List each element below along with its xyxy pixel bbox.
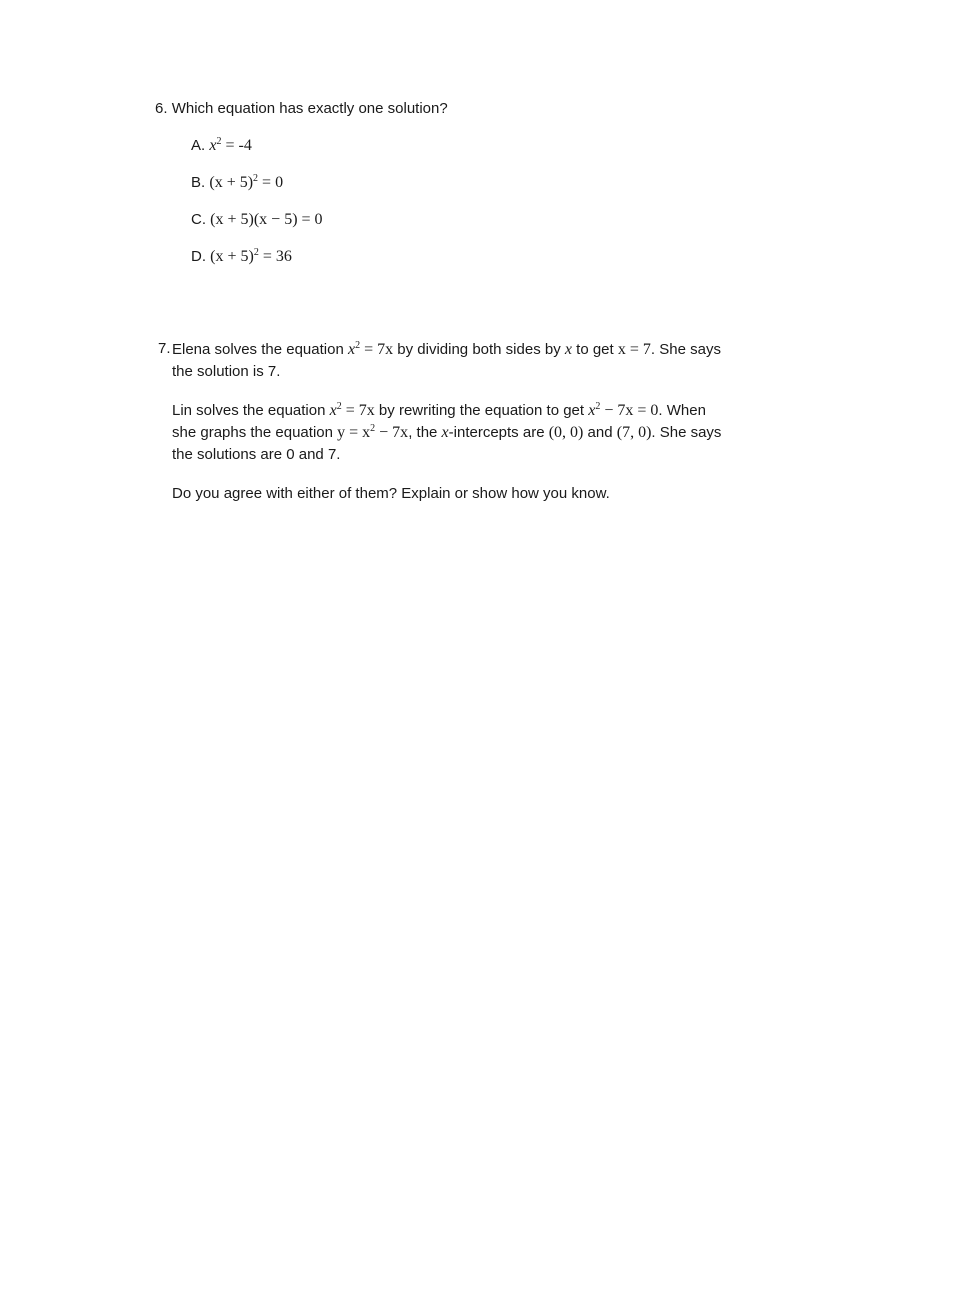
option-b-letter: B. <box>191 174 206 191</box>
lin-line-1: Lin solves the equation $x^2 = 7x$ by rewriting the equation to get $x^2 - 7x = 0$. When <box>172 401 706 419</box>
option-d-letter: D. <box>191 248 206 265</box>
question-7 <box>158 339 798 522</box>
option-c[interactable] <box>191 210 795 230</box>
option-a[interactable] <box>191 136 795 156</box>
option-c-equation: (x + 5)(x − 5) = 0 <box>210 211 323 228</box>
question-6-number: 6. <box>155 100 168 117</box>
option-d[interactable] <box>191 247 795 267</box>
option-d-equation: $(x + 5)^2 = 36$ <box>210 247 292 265</box>
option-a-letter: A. <box>191 137 206 154</box>
question-6-prompt: Which equation has exactly one solution? <box>171 100 448 117</box>
question-6-stem <box>155 99 795 119</box>
option-c-letter: C. <box>191 211 206 228</box>
question-7-body <box>172 339 798 505</box>
question-6 <box>155 99 795 284</box>
option-b[interactable] <box>191 173 795 193</box>
lin-paragraph <box>172 400 782 466</box>
elena-paragraph <box>172 339 782 383</box>
question-6-options <box>191 136 795 267</box>
lin-line-2: she graphs the equation $y = x^2 - 7x$, the x-intercepts are (0, 0) and (7, 0). She says <box>172 423 722 441</box>
option-a-equation: $x^2 = -4$ <box>209 136 252 154</box>
elena-line-2: the solution is 7. <box>172 363 281 380</box>
lin-line-3: the solutions are 0 and 7. <box>172 446 341 463</box>
elena-line-1: Elena solves the equation $x^2 = 7x$ by dividing both sides by x to get x = 7. She says <box>172 340 721 358</box>
option-b-equation: $(x + 5)^2 = 0$ <box>209 173 284 191</box>
question-7-number: 7. <box>158 340 171 357</box>
question-7-prompt: Do you agree with either of them? Explain or show how you know. <box>172 485 610 502</box>
